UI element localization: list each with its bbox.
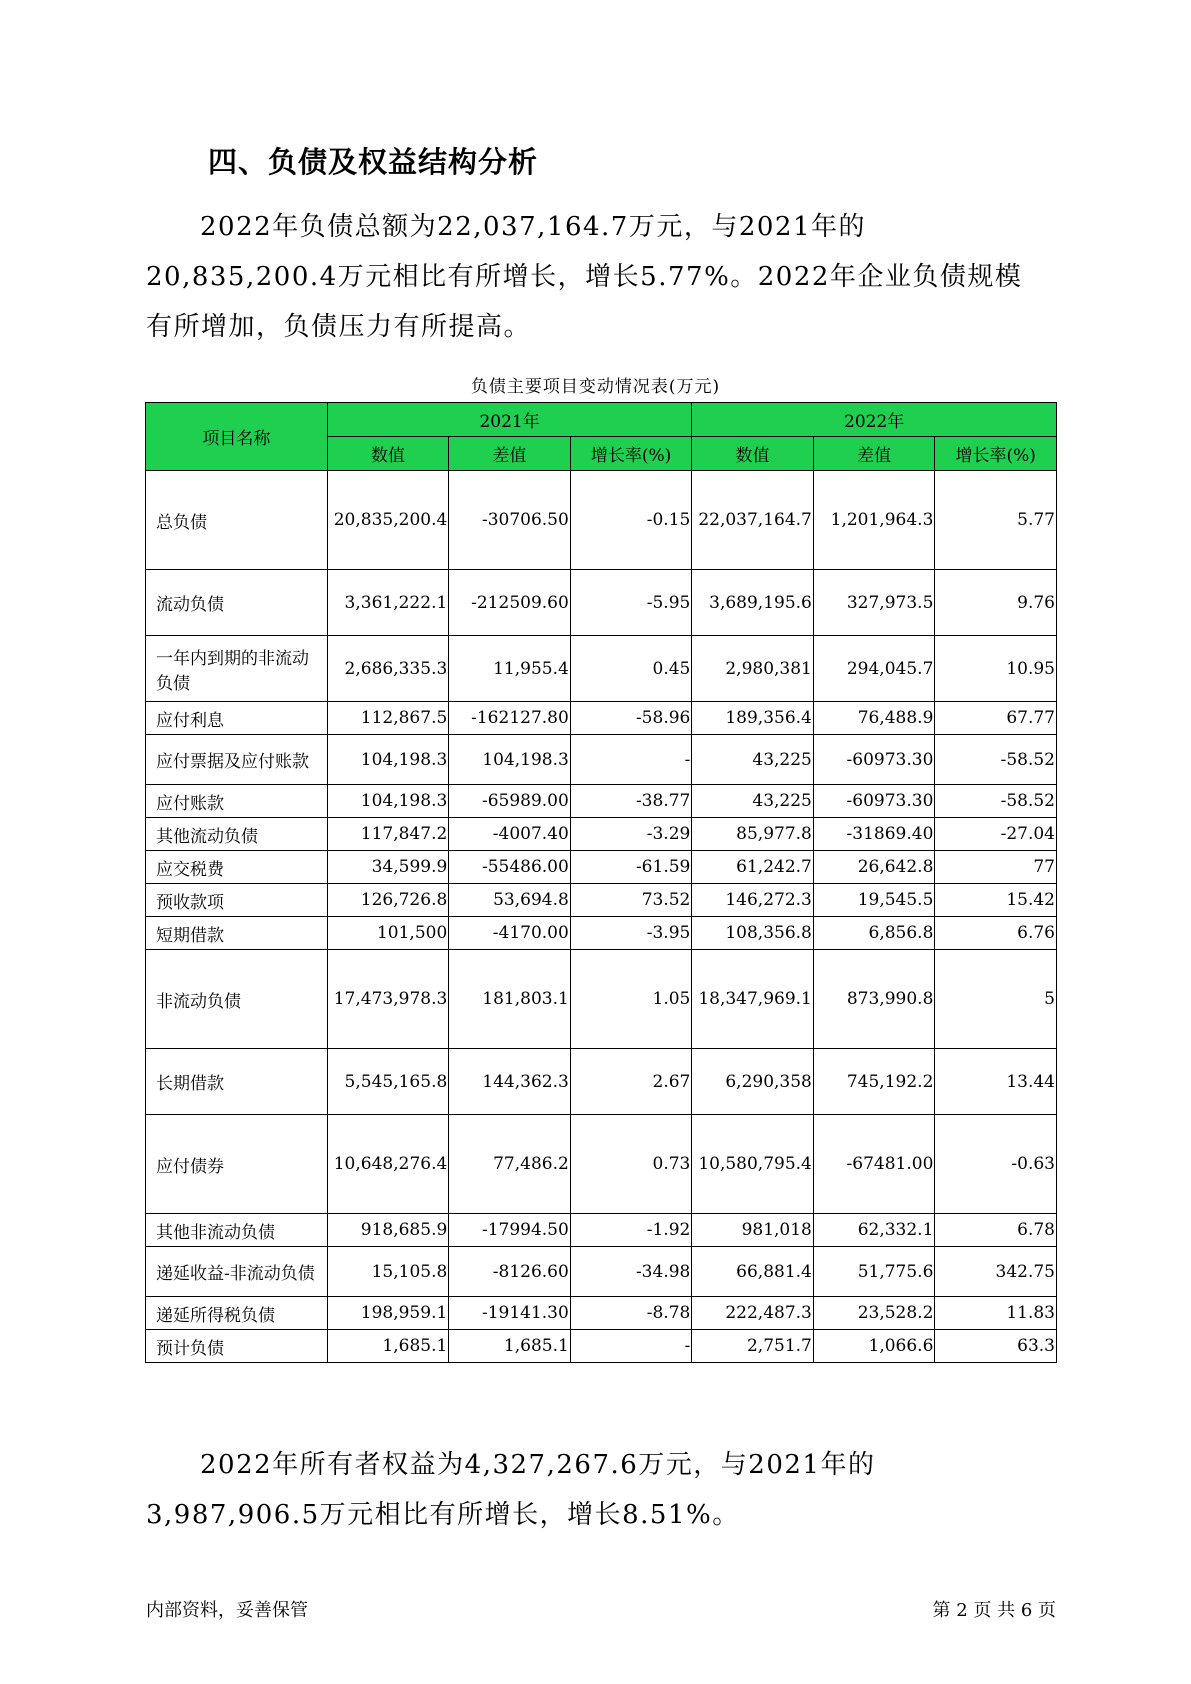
cell-growth-2022: 67.77 <box>935 702 1057 735</box>
cell-growth-2021: -38.77 <box>570 785 692 818</box>
table-caption: 负债主要项目变动情况表(万元) <box>470 377 721 397</box>
paragraph-liabilities <box>146 202 1046 352</box>
cell-diff-2022: 1,201,964.3 <box>813 471 935 570</box>
cell-value-2022: 2,751.7 <box>692 1330 814 1363</box>
cell-growth-2021: 73.52 <box>570 884 692 917</box>
cell-growth-2021: 0.45 <box>570 636 692 702</box>
row-item-name: 应交税费 <box>146 851 328 884</box>
row-item-name: 应付利息 <box>146 702 328 735</box>
cell-value-2022: 222,487.3 <box>692 1297 814 1330</box>
cell-value-2022: 146,272.3 <box>692 884 814 917</box>
row-item-name: 其他流动负债 <box>146 818 328 851</box>
cell-growth-2022: 342.75 <box>935 1247 1057 1297</box>
row-item-name: 一年内到期的非流动负债 <box>146 636 328 702</box>
cell-growth-2022: 9.76 <box>935 570 1057 636</box>
cell-diff-2021: 77,486.2 <box>449 1115 571 1214</box>
table-row <box>146 570 1057 636</box>
cell-diff-2021: -17994.50 <box>449 1214 571 1247</box>
cell-growth-2022: 11.83 <box>935 1297 1057 1330</box>
table-row <box>146 917 1057 950</box>
table-row <box>146 636 1057 702</box>
cell-growth-2022: 5.77 <box>935 471 1057 570</box>
table-row <box>146 884 1057 917</box>
header-value-2022: 数值 <box>692 437 814 471</box>
row-item-name: 应付账款 <box>146 785 328 818</box>
cell-value-2022: 43,225 <box>692 735 814 785</box>
cell-value-2022: 10,580,795.4 <box>692 1115 814 1214</box>
table-row <box>146 471 1057 570</box>
cell-value-2021: 126,726.8 <box>327 884 449 917</box>
cell-growth-2021: -3.29 <box>570 818 692 851</box>
cell-value-2021: 3,361,222.1 <box>327 570 449 636</box>
cell-value-2022: 3,689,195.6 <box>692 570 814 636</box>
cell-diff-2021: -65989.00 <box>449 785 571 818</box>
cell-diff-2021: -55486.00 <box>449 851 571 884</box>
cell-value-2021: 2,686,335.3 <box>327 636 449 702</box>
cell-value-2022: 61,242.7 <box>692 851 814 884</box>
cell-diff-2022: 1,066.6 <box>813 1330 935 1363</box>
cell-growth-2021: -61.59 <box>570 851 692 884</box>
table-row <box>146 818 1057 851</box>
section-heading: 四、负债及权益结构分析 <box>208 145 539 179</box>
cell-growth-2021: 1.05 <box>570 950 692 1049</box>
row-item-name: 预计负债 <box>146 1330 328 1363</box>
cell-diff-2022: 62,332.1 <box>813 1214 935 1247</box>
cell-diff-2022: 19,545.5 <box>813 884 935 917</box>
cell-growth-2021: -0.15 <box>570 471 692 570</box>
cell-growth-2022: 77 <box>935 851 1057 884</box>
cell-growth-2021: -58.96 <box>570 702 692 735</box>
cell-diff-2021: -4170.00 <box>449 917 571 950</box>
row-item-name: 预收款项 <box>146 884 328 917</box>
cell-growth-2021: 0.73 <box>570 1115 692 1214</box>
row-item-name: 应付债券 <box>146 1115 328 1214</box>
row-item-name: 应付票据及应付账款 <box>146 735 328 785</box>
cell-diff-2021: 11,955.4 <box>449 636 571 702</box>
cell-value-2021: 17,473,978.3 <box>327 950 449 1049</box>
cell-growth-2022: 10.95 <box>935 636 1057 702</box>
table-row <box>146 735 1057 785</box>
header-value-2021: 数值 <box>327 437 449 471</box>
cell-growth-2022: 5 <box>935 950 1057 1049</box>
cell-diff-2021: 144,362.3 <box>449 1049 571 1115</box>
table-row <box>146 1247 1057 1297</box>
cell-diff-2021: -19141.30 <box>449 1297 571 1330</box>
cell-value-2022: 2,980,381 <box>692 636 814 702</box>
cell-diff-2022: 294,045.7 <box>813 636 935 702</box>
cell-growth-2021: -34.98 <box>570 1247 692 1297</box>
table-row <box>146 1330 1057 1363</box>
header-growth-2021: 增长率(%) <box>570 437 692 471</box>
cell-value-2021: 101,500 <box>327 917 449 950</box>
cell-growth-2021: -5.95 <box>570 570 692 636</box>
row-item-name: 总负债 <box>146 471 328 570</box>
cell-growth-2021: -1.92 <box>570 1214 692 1247</box>
header-year-2021: 2021年 <box>327 403 692 437</box>
header-growth-2022: 增长率(%) <box>935 437 1057 471</box>
cell-diff-2022: 76,488.9 <box>813 702 935 735</box>
cell-diff-2021: 53,694.8 <box>449 884 571 917</box>
cell-value-2021: 1,685.1 <box>327 1330 449 1363</box>
row-item-name: 递延所得税负债 <box>146 1297 328 1330</box>
cell-diff-2021: 181,803.1 <box>449 950 571 1049</box>
cell-diff-2021: -30706.50 <box>449 471 571 570</box>
cell-diff-2022: 745,192.2 <box>813 1049 935 1115</box>
table-row <box>146 1115 1057 1214</box>
cell-diff-2021: -8126.60 <box>449 1247 571 1297</box>
cell-diff-2021: 104,198.3 <box>449 735 571 785</box>
header-diff-2021: 差值 <box>449 437 571 471</box>
cell-value-2022: 108,356.8 <box>692 917 814 950</box>
table-row <box>146 950 1057 1049</box>
cell-value-2022: 18,347,969.1 <box>692 950 814 1049</box>
table-row <box>146 1297 1057 1330</box>
cell-growth-2021: -3.95 <box>570 917 692 950</box>
cell-value-2021: 5,545,165.8 <box>327 1049 449 1115</box>
paragraph-equity <box>146 1440 1046 1540</box>
row-item-name: 递延收益-非流动负债 <box>146 1247 328 1297</box>
cell-growth-2021: - <box>570 1330 692 1363</box>
cell-value-2021: 34,599.9 <box>327 851 449 884</box>
cell-diff-2021: 1,685.1 <box>449 1330 571 1363</box>
row-item-name: 长期借款 <box>146 1049 328 1115</box>
cell-diff-2022: 873,990.8 <box>813 950 935 1049</box>
paragraph-equity-text: 2022年所有者权益为4,327,267.6万元，与2021年的3,987,906.5万元相比有所增长，增长8.51%。 <box>146 1450 876 1530</box>
cell-diff-2021: -4007.40 <box>449 818 571 851</box>
cell-growth-2021: -8.78 <box>570 1297 692 1330</box>
cell-value-2021: 198,959.1 <box>327 1297 449 1330</box>
cell-growth-2021: 2.67 <box>570 1049 692 1115</box>
cell-diff-2022: 23,528.2 <box>813 1297 935 1330</box>
cell-growth-2022: 6.78 <box>935 1214 1057 1247</box>
cell-value-2021: 15,105.8 <box>327 1247 449 1297</box>
cell-value-2022: 981,018 <box>692 1214 814 1247</box>
cell-value-2021: 112,867.5 <box>327 702 449 735</box>
cell-growth-2021: - <box>570 735 692 785</box>
cell-diff-2021: -212509.60 <box>449 570 571 636</box>
table-body <box>146 471 1057 1363</box>
footer-page-number: 第 2 页 共 6 页 <box>932 1600 1056 1621</box>
cell-diff-2022: -60973.30 <box>813 735 935 785</box>
cell-growth-2022: 63.3 <box>935 1330 1057 1363</box>
header-item-name: 项目名称 <box>146 403 328 471</box>
cell-diff-2022: 51,775.6 <box>813 1247 935 1297</box>
table-row <box>146 1214 1057 1247</box>
cell-value-2021: 20,835,200.4 <box>327 471 449 570</box>
row-item-name: 流动负债 <box>146 570 328 636</box>
cell-growth-2022: 13.44 <box>935 1049 1057 1115</box>
cell-value-2022: 66,881.4 <box>692 1247 814 1297</box>
table-row <box>146 851 1057 884</box>
cell-value-2021: 918,685.9 <box>327 1214 449 1247</box>
cell-value-2021: 104,198.3 <box>327 785 449 818</box>
cell-value-2022: 22,037,164.7 <box>692 471 814 570</box>
table-row <box>146 702 1057 735</box>
table-row <box>146 785 1057 818</box>
row-item-name: 非流动负债 <box>146 950 328 1049</box>
cell-growth-2022: -58.52 <box>935 735 1057 785</box>
cell-value-2021: 10,648,276.4 <box>327 1115 449 1214</box>
cell-growth-2022: -58.52 <box>935 785 1057 818</box>
header-diff-2022: 差值 <box>813 437 935 471</box>
cell-value-2022: 85,977.8 <box>692 818 814 851</box>
paragraph-liabilities-text: 2022年负债总额为22,037,164.7万元，与2021年的20,835,200.4万元相比有所增长，增长5.77%。2022年企业负债规模有所增加，负债压力有所提高。 <box>146 212 1023 342</box>
cell-value-2022: 189,356.4 <box>692 702 814 735</box>
cell-growth-2022: 15.42 <box>935 884 1057 917</box>
cell-diff-2022: 26,642.8 <box>813 851 935 884</box>
cell-growth-2022: -0.63 <box>935 1115 1057 1214</box>
cell-growth-2022: 6.76 <box>935 917 1057 950</box>
cell-value-2021: 104,198.3 <box>327 735 449 785</box>
cell-diff-2022: -60973.30 <box>813 785 935 818</box>
cell-diff-2022: 6,856.8 <box>813 917 935 950</box>
cell-value-2022: 6,290,358 <box>692 1049 814 1115</box>
cell-diff-2022: 327,973.5 <box>813 570 935 636</box>
header-year-2022: 2022年 <box>692 403 1057 437</box>
cell-growth-2022: -27.04 <box>935 818 1057 851</box>
table-row <box>146 1049 1057 1115</box>
cell-diff-2022: -31869.40 <box>813 818 935 851</box>
cell-diff-2021: -162127.80 <box>449 702 571 735</box>
liabilities-table <box>145 402 1057 1363</box>
cell-value-2022: 43,225 <box>692 785 814 818</box>
row-item-name: 其他非流动负债 <box>146 1214 328 1247</box>
row-item-name: 短期借款 <box>146 917 328 950</box>
cell-diff-2022: -67481.00 <box>813 1115 935 1214</box>
footer-confidential: 内部资料，妥善保管 <box>146 1600 308 1621</box>
cell-value-2021: 117,847.2 <box>327 818 449 851</box>
